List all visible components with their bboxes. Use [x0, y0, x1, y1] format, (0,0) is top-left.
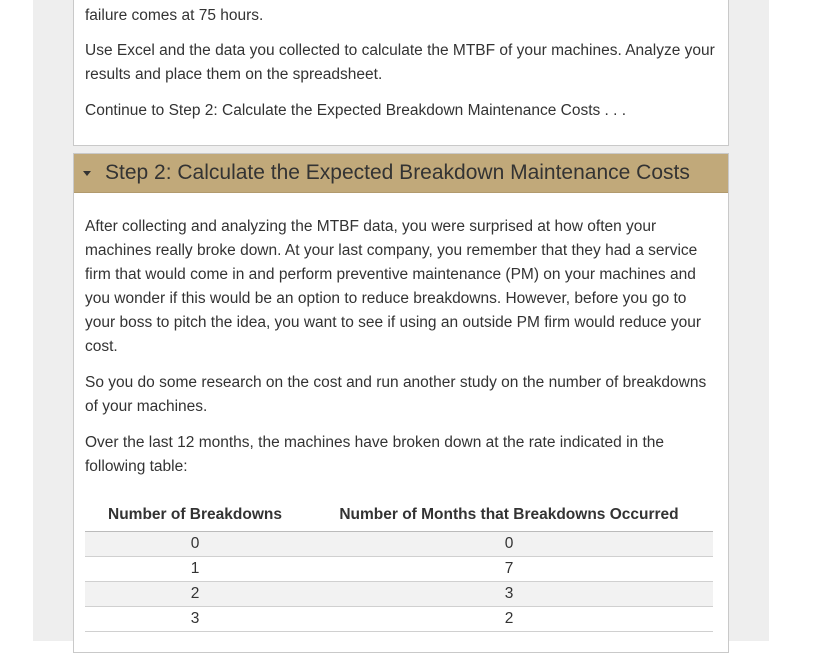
cell-breakdowns: 3 [85, 607, 305, 632]
cell-breakdowns: 1 [85, 557, 305, 582]
step2-panel [73, 153, 729, 653]
table-row [85, 532, 713, 557]
step1-panel [73, 0, 729, 146]
step2-paragraph-3: Over the last 12 months, the machines have broken down at the rate indicated in the following table: [85, 434, 665, 475]
cell-months: 7 [305, 557, 713, 582]
step2-title: Step 2: Calculate the Expected Breakdown Maintenance Costs [105, 161, 690, 184]
step2-header[interactable] [74, 154, 728, 193]
cell-breakdowns: 0 [85, 532, 305, 557]
intro-text-2: Use Excel and the data you collected to calculate the MTBF of your machines. Analyze your results and place them on the spreadsheet. [85, 42, 715, 83]
cell-breakdowns: 2 [85, 582, 305, 607]
table-row [85, 582, 713, 607]
step2-paragraph-1: After collecting and analyzing the MTBF data, you were surprised at how often your machines really broke down. At your last company, you remember that they had a service firm that would come in and perform preventive maintenance (PM) on your machines and you wonder if this would be an option to reduce breakdowns. However, before you go to your boss to pitch the idea, you want to see if using an outside PM firm would reduce your cost. [85, 218, 702, 355]
header-breakdowns: Number of Breakdowns [85, 498, 305, 532]
table-header-row [85, 498, 713, 532]
table-row [85, 607, 713, 632]
intro-text-1: failure comes at 75 hours. [85, 7, 264, 24]
table-row [85, 557, 713, 582]
caret-down-icon[interactable] [83, 171, 91, 176]
cell-months: 0 [305, 532, 713, 557]
header-months: Number of Months that Breakdowns Occurred [305, 498, 713, 532]
continue-text: Continue to Step 2: Calculate the Expected Breakdown Maintenance Costs . . . [85, 102, 627, 119]
cell-months: 3 [305, 582, 713, 607]
breakdowns-table [85, 498, 713, 632]
step2-paragraph-2: So you do some research on the cost and run another study on the number of breakdowns of your machines. [85, 374, 707, 415]
cell-months: 2 [305, 607, 713, 632]
